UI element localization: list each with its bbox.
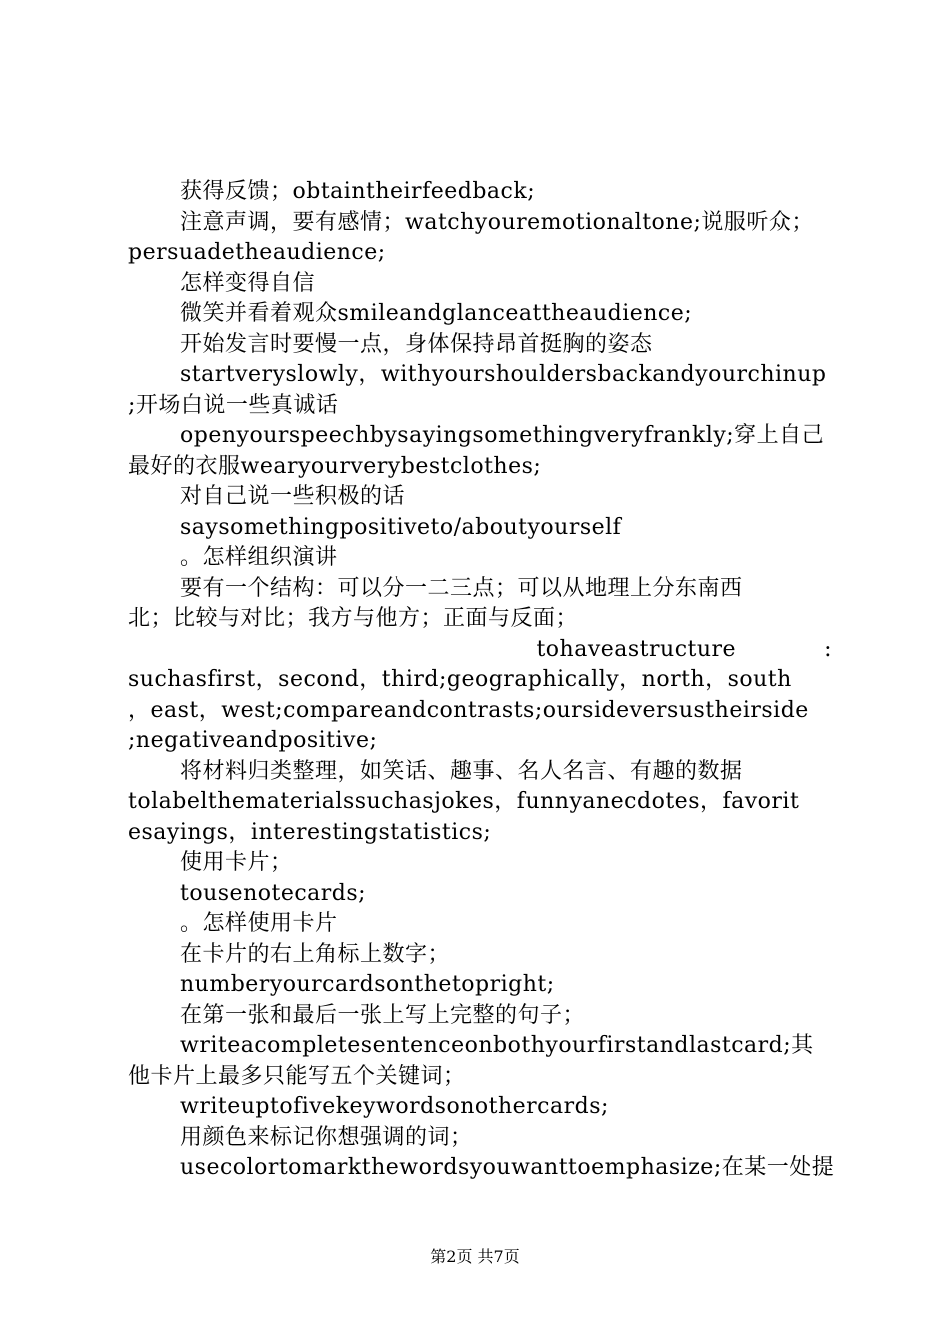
text-line: ;开场白说一些真诚话: [128, 392, 339, 418]
section-heading: 。怎样使用卡片: [180, 911, 338, 936]
text-line: 注意声调，要有感情；watchyouremotionaltone;说服听众；: [180, 209, 814, 235]
text-line: ;negativeandpositive;: [128, 728, 378, 753]
section-heading: 怎样变得自信: [180, 270, 316, 296]
text-line: usecolortomarkthewordsyouwanttoemphasize;在某一处提: [180, 1155, 835, 1180]
text-line: startveryslowly，withyourshouldersbackandyourchinup: [180, 362, 827, 387]
text-line: persuadetheaudience;: [128, 240, 386, 265]
text-line: 用颜色来标记你想强调的词；: [180, 1124, 473, 1150]
text-line: 开始发言时要慢一点，身体保持昂首挺胸的姿态: [180, 331, 653, 357]
text-line: 北；比较与对比；我方与他方；正面与反面；: [128, 606, 579, 631]
text-line: 最好的衣服wearyourverybestclothes;: [128, 453, 542, 479]
colon-mark: :: [824, 636, 832, 662]
text-line: tolabelthematerialssuchasjokes，funnyanecdotes，favorit: [128, 789, 800, 814]
text-line: 获得反馈；obtaintheirfeedback;: [180, 179, 536, 204]
text-line: saysomethingpositiveto/aboutyourself: [180, 514, 622, 540]
text-line: tousenotecards;: [180, 880, 367, 906]
text-line: numberyourcardsonthetopright;: [180, 972, 555, 997]
page-number-footer: 第2页 共7页: [430, 1247, 520, 1266]
text-line: writeuptofivekeywordsonothercards;: [180, 1094, 609, 1119]
text-line: 在卡片的右上角标上数字；: [180, 941, 451, 967]
text-line: 对自己说一些积极的话: [180, 484, 406, 509]
section-heading: 。怎样组织演讲: [180, 545, 338, 570]
text-line: openyourspeechbysayingsomethingveryfrankly;穿上自己: [180, 423, 825, 448]
structure-phrase: tohaveastructure: [536, 636, 737, 662]
text-line: 微笑并看着观众smileandglanceattheaudience;: [180, 301, 693, 326]
text-line: esayings，interestingstatistics;: [128, 819, 492, 845]
text-line: 要有一个结构：可以分一二三点；可以从地理上分东南西: [180, 575, 743, 601]
text-line: 将材料归类整理，如笑话、趣事、名人名言、有趣的数据: [180, 758, 743, 784]
text-line: [128, 635, 832, 666]
text-line: 使用卡片；: [180, 850, 293, 875]
text-line: writeacompletesentenceonbothyourfirstandlastcard;其: [180, 1033, 814, 1058]
spacer: [736, 635, 824, 666]
text-line: suchasfirst，second，third;geographically，north，south: [128, 667, 792, 692]
text-line: 在第一张和最后一张上写上完整的句子；: [180, 1002, 586, 1028]
text-line: 他卡片上最多只能写五个关键词；: [128, 1063, 466, 1089]
text-line: ，east，west;compareandcontrasts;oursideversustheirside: [128, 697, 809, 723]
body-text: [128, 177, 835, 1184]
